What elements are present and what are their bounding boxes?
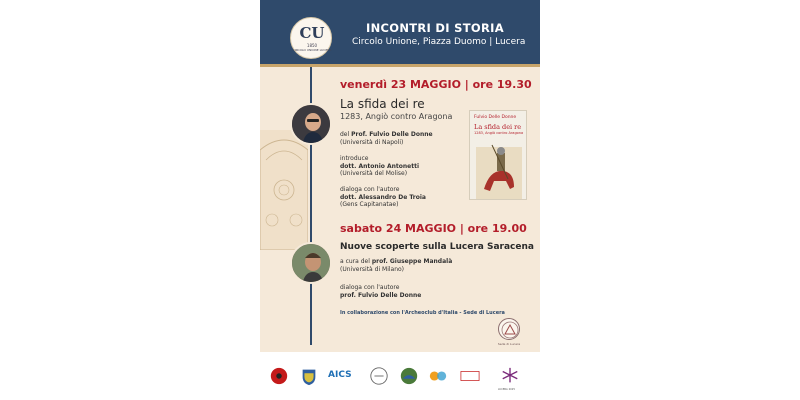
archeoclub-seal-icon bbox=[498, 318, 520, 340]
sponsor-logo-landscape-icon bbox=[398, 366, 420, 386]
seal-label: Sede di Lucera bbox=[497, 342, 521, 346]
event1-subtitle: 1283, Angiò contro Aragona bbox=[340, 112, 453, 121]
credit-name: prof. Giuseppe Mandalà bbox=[371, 258, 453, 265]
credit-prefix: dialoga con l'autore bbox=[340, 186, 400, 193]
credit-name: dott. Antonio Antonetti bbox=[340, 162, 420, 170]
poster-title: INCONTRI DI STORIA bbox=[366, 21, 504, 35]
sponsor-footer bbox=[260, 352, 540, 400]
event1-title: La sfida dei re bbox=[340, 97, 425, 111]
event1-credit-dialogue bbox=[340, 186, 426, 209]
credit-name: Prof. Fulvio Delle Donne bbox=[351, 131, 433, 138]
collaboration-note: In collaborazione con l'Archeoclub d'Italia - Sede di Lucera bbox=[340, 310, 505, 316]
book-subtitle: 1283, Angiò contro Aragona bbox=[474, 131, 524, 135]
book-title: La sfida dei re bbox=[474, 123, 522, 131]
event1-date: venerdì 23 MAGGIO | ore 19.30 bbox=[340, 78, 532, 91]
event-poster bbox=[260, 0, 540, 400]
event2-credit-curator bbox=[340, 258, 452, 273]
event1-credit-intro bbox=[340, 155, 419, 178]
aics-label: AICS bbox=[328, 370, 352, 380]
knight-illustration-icon bbox=[470, 139, 527, 200]
book-cover bbox=[469, 110, 527, 200]
lucera-2025-label: LUCERA 2025 bbox=[498, 388, 515, 391]
poster-header bbox=[260, 0, 540, 64]
event2-date: sabato 24 MAGGIO | ore 19.00 bbox=[340, 222, 527, 235]
event2-title: Nuove scoperte sulla Lucera Saracena bbox=[340, 242, 534, 252]
event2-credit-dialogue bbox=[340, 284, 421, 299]
logo-year: 1850 bbox=[306, 43, 318, 48]
book-author: Fulvio Delle Donne bbox=[474, 115, 517, 120]
sponsor-logo-red-circle-icon bbox=[268, 366, 290, 386]
credit-prefix: del bbox=[340, 131, 350, 138]
lucera-2025-logo-icon bbox=[496, 366, 524, 386]
credit-affiliation: (Università di Napoli) bbox=[340, 138, 404, 146]
credit-affiliation: (Università del Molise) bbox=[340, 170, 408, 177]
sponsor-logo-colorful-icon bbox=[426, 366, 450, 386]
credit-prefix: a cura del bbox=[340, 258, 370, 265]
header-divider bbox=[260, 64, 540, 67]
credit-prefix: dialoga con l'autore bbox=[340, 284, 400, 291]
credit-name: dott. Alessandro De Troia bbox=[340, 193, 426, 201]
arabesque-ornament-icon bbox=[260, 130, 308, 250]
event1-credit-author bbox=[340, 131, 433, 146]
credit-affiliation: (Gens Capitanatae) bbox=[340, 201, 399, 208]
credit-prefix: introduce bbox=[340, 155, 369, 162]
sponsor-logo-circle-icon bbox=[368, 366, 390, 386]
speaker-photo-mandala bbox=[290, 242, 332, 284]
circolo-unione-logo bbox=[290, 17, 332, 59]
sponsor-logo-fai-icon bbox=[458, 366, 482, 386]
speaker-photo-delle-donne bbox=[290, 103, 332, 145]
credit-affiliation: (Università di Milano) bbox=[340, 265, 405, 273]
logo-name: CIRCOLO UNIONE LUCERA bbox=[292, 48, 332, 52]
poster-subtitle: Circolo Unione, Piazza Duomo | Lucera bbox=[352, 37, 526, 47]
sponsor-logo-aics bbox=[326, 366, 356, 386]
sponsor-logo-crest-icon bbox=[298, 366, 320, 386]
credit-name: prof. Fulvio Delle Donne bbox=[340, 291, 422, 299]
logo-mark: CU bbox=[299, 24, 325, 42]
